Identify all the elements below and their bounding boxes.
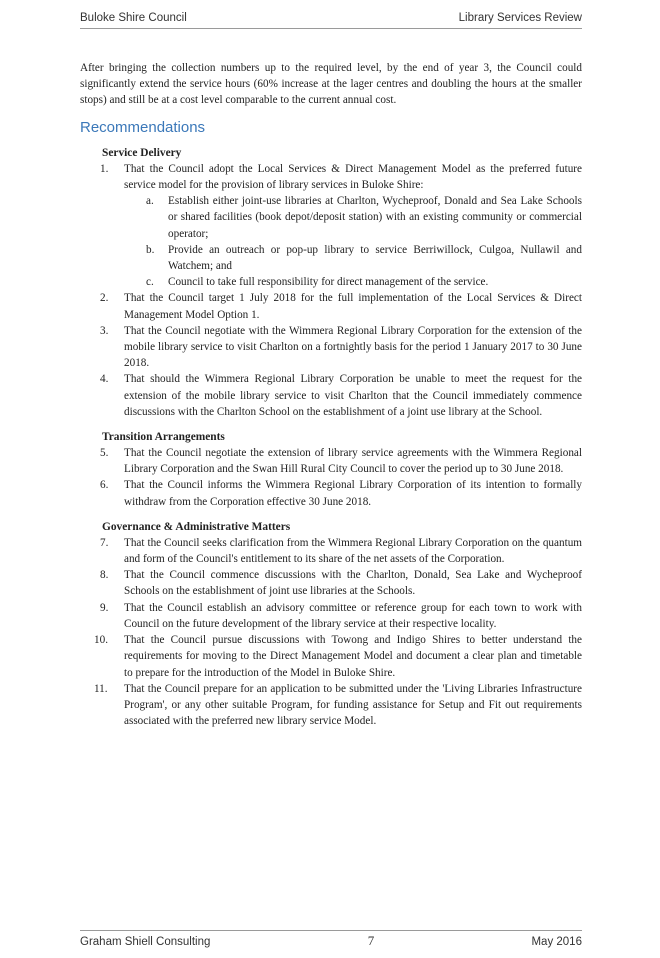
item-number: 6. [100,479,109,492]
section-title: Governance & Administrative Matters [102,520,291,533]
footer-author: Graham Shiell Consulting [80,936,211,948]
recommendation-section [102,429,582,510]
item-text: That the Council target 1 July 2018 for the full implementation of the Local Services & Direct Management Model Option 1. [124,292,582,321]
item-text: That the Council negotiate with the Wimmera Regional Library Corporation for the extension of the mobile library service to visit Charlton on a fortnightly basis for the period 1 January 2017 to 30 June 2018. [124,324,582,370]
recommendations-sections [80,145,582,730]
header-organisation: Buloke Shire Council [80,12,187,24]
sub-item-text: Provide an outreach or pop-up library to service Berriwillock, Culgoa, Nullawil and Watchem; and [168,243,582,273]
item-number: 3. [100,324,109,337]
page-number: 7 [367,933,375,948]
recommendation-item [102,567,582,599]
sub-item-letter: b. [146,243,155,256]
recommendation-item [102,535,582,567]
sub-item-text: Establish either joint-use libraries at Charlton, Wycheproof, Donald and Sea Lake Schools or shared facilities (book depot/deposit station) with an existing community or commercial operator; [168,195,582,240]
recommendation-list [102,445,582,510]
item-number: 8. [100,569,109,582]
sub-item-letter: c. [146,276,154,289]
recommendation-item [102,290,582,322]
sub-item [146,242,582,274]
item-text: That the Council pursue discussions with Towong and Indigo Shires to better understand the requirements for moving to the Direct Management Model and document a clear plan and timetable to prepare for the introduction of the Model in Buloke Shire. [124,634,582,679]
recommendation-item [102,600,582,632]
sub-item-text: Council to take full responsibility for direct management of the service. [168,276,489,289]
item-text: That the Council adopt the Local Services & Direct Management Model as the preferred future service model for the provision of library services in Buloke Shire: [124,162,582,192]
item-number: 5. [100,447,109,460]
sub-item [146,274,582,290]
section-title: Transition Arrangements [102,431,225,444]
recommendation-item [102,161,582,291]
item-number: 9. [100,601,109,614]
intro-paragraph: After bringing the collection numbers up to the required level, by the end of year 3, the Council could significantly extend the service hours (60% increase at the lager centres and doubling the hours at the smaller stops) and still be at a cost level comparable to the current annual cost. [80,62,582,107]
recommendation-section [94,519,582,729]
recommendation-item [94,632,582,681]
item-text: That the Council informs the Wimmera Regional Library Corporation of its intention to formally withdraw from the Corporation effective 30 June 2018. [124,479,582,508]
item-text: That should the Wimmera Regional Library Corporation be unable to meet the request for the extension of the mobile library service to visit Charlton that the Council immediately commence discussions with the Charlton School on the establishment of a joint use library at the School. [124,373,582,418]
item-number: 10. [94,634,108,647]
recommendation-item [102,445,582,477]
recommendation-list [102,161,582,420]
page-body [80,60,582,738]
item-number: 2. [100,292,109,305]
recommendation-section [102,145,582,420]
sub-item-list [124,193,582,290]
footer-date: May 2016 [531,936,582,948]
section-title: Service Delivery [102,146,182,159]
item-text: That the Council prepare for an application to be submitted under the 'Living Libraries Infrastructure Program', or any other suitable Program, for funding assistance for Setup and Fit out requirements associated with the preferred new library service Model. [124,682,582,728]
item-number: 11. [94,682,108,695]
item-text: That the Council seeks clarification from the Wimmera Regional Library Corporation on the quantum and form of the Council's entitlement to its share of the net assets of the Corporation. [124,536,582,566]
item-text: That the Council negotiate the extension of library service agreements with the Wimmera Regional Library Corporation and the Swan Hill Rural City Council to cover the period up to 30 June 2018. [124,447,582,476]
header-document-title: Library Services Review [458,12,582,24]
recommendation-list [94,535,582,729]
recommendation-item [102,371,582,420]
sub-item-letter: a. [146,195,154,208]
sub-item [146,193,582,242]
item-number: 4. [100,373,109,386]
recommendations-heading: Recommendations [80,118,206,136]
item-text: That the Council commence discussions with the Charlton, Donald, Sea Lake and Wycheproof Schools on the establishment of joint use libraries at the Schools. [124,569,582,598]
page-header [80,12,582,29]
recommendation-item [94,681,582,730]
page-footer [80,930,582,949]
recommendation-item [102,477,582,509]
item-text: That the Council establish an advisory committee or reference group for each town to work with Council on the future development of the library service at their respective locality. [124,601,582,630]
item-number: 7. [100,536,109,549]
item-number: 1. [100,162,109,175]
recommendation-item [102,323,582,372]
